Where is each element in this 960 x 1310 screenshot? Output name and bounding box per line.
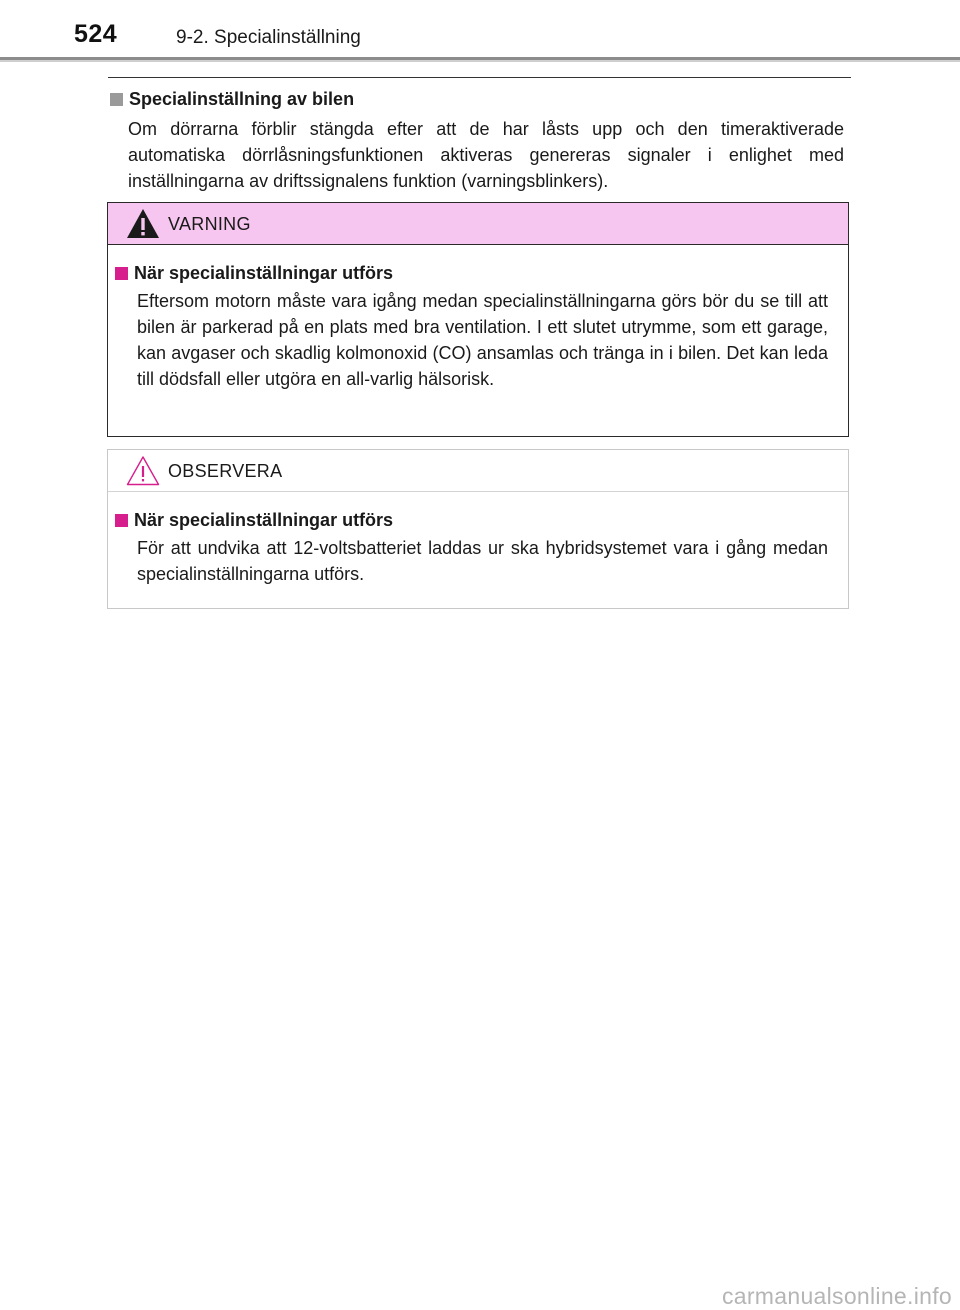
page-number: 524	[74, 20, 118, 48]
square-bullet-icon	[115, 514, 128, 527]
caution-triangle-icon	[125, 454, 161, 487]
warning-triangle-icon	[125, 207, 161, 240]
main-section-body: Om dörrarna förblir stängda efter att de har låsts upp och den timeraktiverade automatiska dörrlåsningsfunktionen aktiveras genereras signaler i enlighet med inställningarna av driftssignalens funktion (varningsblinkers).	[128, 119, 844, 191]
warning-box-body: Eftersom motorn måste vara igång medan specialinställningarna görs bör du se till att bilen är parkerad på en plats med bra ventilation. I ett slutet utrymme, som ett garage, kan avgaser och skadlig kolmonoxid (CO) ansamlas och tränga in i bilen. Det kan leda till dödsfall eller utgöra en all-varlig hälsorisk.	[137, 291, 828, 389]
caution-box-body: För att undvika att 12-voltsbatteriet laddas ur ska hybridsystemet vara i gång medan specialinställningarna utförs.	[137, 538, 828, 584]
warning-box-title: VARNING	[168, 214, 251, 234]
main-section-heading-text: Specialinställning av bilen	[129, 89, 355, 109]
square-bullet-icon	[115, 267, 128, 280]
warning-box-heading-text: När specialinställningar utförs	[134, 263, 394, 283]
caution-box-heading	[113, 510, 828, 531]
main-section	[108, 89, 844, 194]
warning-box-header	[108, 203, 848, 245]
caution-box-header	[108, 450, 848, 492]
warning-box-content	[108, 245, 848, 392]
page-header	[0, 0, 960, 62]
main-section-heading	[108, 89, 844, 110]
caution-box-heading-text: När specialinställningar utförs	[134, 510, 394, 530]
caution-box-title: OBSERVERA	[168, 461, 283, 481]
section-divider	[108, 77, 851, 78]
square-bullet-icon	[110, 93, 123, 106]
warning-box	[107, 202, 849, 437]
watermark[interactable]: carmanualsonline.info	[721, 1283, 952, 1309]
header-rule-shadow	[0, 60, 960, 62]
warning-box-heading	[113, 263, 828, 284]
section-title: 9-2. Specialinställning	[176, 27, 361, 48]
caution-box	[107, 449, 849, 609]
caution-box-content	[108, 492, 848, 587]
